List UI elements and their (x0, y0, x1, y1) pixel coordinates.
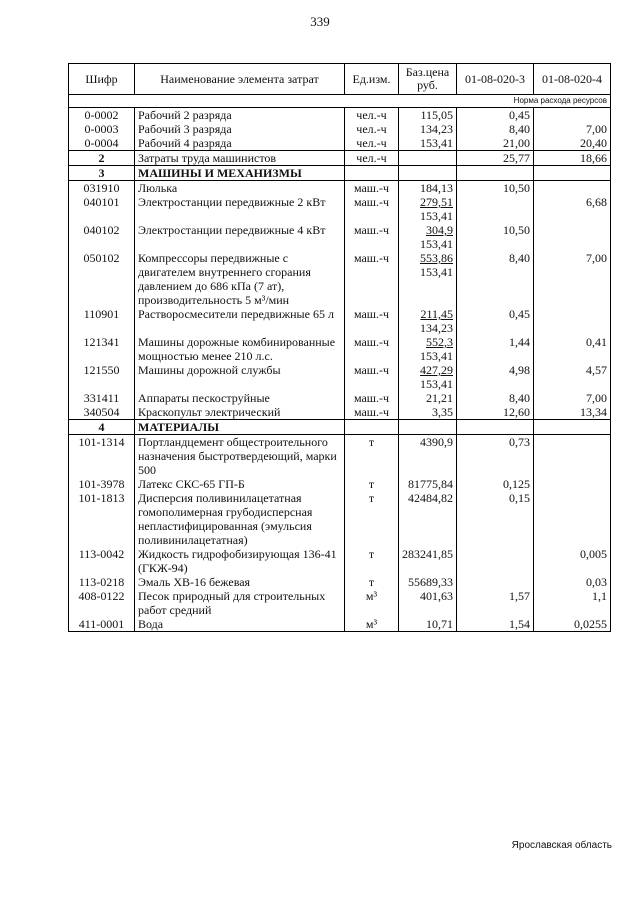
resource-table (68, 63, 611, 632)
cell-name: Электростанции передвижные 4 кВт (135, 223, 345, 251)
cell-norm-1: 12,60 (457, 405, 534, 420)
cell-code: 101-1314 (69, 435, 135, 478)
cell-name: Жидкость гидрофобизирующая 136-41 (ГКЖ-94) (135, 547, 345, 575)
price-current: 304,9 (426, 223, 453, 237)
col-unit-header: Ед.изм. (345, 64, 399, 95)
cell-code: 031910 (69, 181, 135, 196)
cell-name: Электростанции передвижные 2 кВт (135, 195, 345, 223)
norm-row (69, 95, 611, 108)
cell-norm-2 (534, 477, 611, 491)
price-current: 211,45 (420, 307, 453, 321)
price-operator: 153,41 (420, 349, 453, 363)
cell-norm-1: 1,57 (457, 589, 534, 617)
cell-unit: маш.-ч (345, 307, 399, 335)
cell-unit: т (345, 575, 399, 589)
cell-unit (345, 420, 399, 435)
cell-price (399, 151, 457, 166)
cell-unit: маш.-ч (345, 251, 399, 307)
page-number: 339 (310, 14, 330, 29)
cell-unit: чел.-ч (345, 151, 399, 166)
table-row (69, 435, 611, 478)
col-price-header: Баз.цена руб. (399, 64, 457, 95)
cell-norm-2 (534, 223, 611, 251)
cell-name: Затраты труда машинистов (135, 151, 345, 166)
cell-price: 10,71 (399, 617, 457, 632)
col-c1-header: 01-08-020-3 (457, 64, 534, 95)
cell-unit: чел.-ч (345, 122, 399, 136)
cell-unit: м³ (345, 617, 399, 632)
cell-unit: т (345, 547, 399, 575)
price-operator: 153,41 (420, 209, 453, 223)
table-row (69, 589, 611, 617)
cell-norm-2: 4,57 (534, 363, 611, 391)
cell-norm-2: 1,1 (534, 589, 611, 617)
cell-norm-2: 7,00 (534, 391, 611, 405)
cell-price: 3,35 (399, 405, 457, 420)
cell-norm-1: 8,40 (457, 122, 534, 136)
col-name-header: Наименование элемента затрат (135, 64, 345, 95)
cell-code: 121341 (69, 335, 135, 363)
cell-code: 113-0218 (69, 575, 135, 589)
cell-norm-1: 0,125 (457, 477, 534, 491)
table-row (69, 108, 611, 123)
cell-name: Рабочий 2 разряда (135, 108, 345, 123)
price-operator: 153,41 (420, 237, 453, 251)
cell-norm-2: 20,40 (534, 136, 611, 151)
cell-unit: т (345, 477, 399, 491)
cell-price (399, 195, 457, 223)
cell-unit: маш.-ч (345, 223, 399, 251)
col-c2-header: 01-08-020-4 (534, 64, 611, 95)
price-current: 279,51 (420, 195, 453, 209)
cell-norm-1: 0,73 (457, 435, 534, 478)
cell-price (399, 335, 457, 363)
table-row (69, 181, 611, 196)
cell-code: 331411 (69, 391, 135, 405)
cell-name: МАТЕРИАЛЫ (135, 420, 345, 435)
cell-norm-1 (457, 195, 534, 223)
price-current: 553,86 (420, 251, 453, 265)
cell-code: 113-0042 (69, 547, 135, 575)
table-row (69, 491, 611, 547)
cell-name: Машины дорожной службы (135, 363, 345, 391)
cell-code: 2 (69, 151, 135, 166)
cell-code: 040101 (69, 195, 135, 223)
cell-price: 81775,84 (399, 477, 457, 491)
cell-price (399, 363, 457, 391)
cell-norm-1: 21,00 (457, 136, 534, 151)
cell-code: 101-1813 (69, 491, 135, 547)
cell-norm-1: 4,98 (457, 363, 534, 391)
table-row (69, 391, 611, 405)
cell-code: 408-0122 (69, 589, 135, 617)
cell-norm-2 (534, 166, 611, 181)
cell-norm-1: 10,50 (457, 223, 534, 251)
cell-norm-2: 0,0255 (534, 617, 611, 632)
cell-norm-2: 0,03 (534, 575, 611, 589)
cell-unit: маш.-ч (345, 391, 399, 405)
cell-norm-1 (457, 575, 534, 589)
cell-norm-1: 1,54 (457, 617, 534, 632)
norm-label: Норма расхода ресурсов (69, 95, 611, 108)
cell-name: Портландцемент общестроительного назначения быстротвердеющий, марки 500 (135, 435, 345, 478)
cell-norm-1: 10,50 (457, 181, 534, 196)
table-row (69, 195, 611, 223)
cell-price: 42484,82 (399, 491, 457, 547)
table-row (69, 405, 611, 420)
cell-name: Латекс СКС-65 ГП-Б (135, 477, 345, 491)
cell-name: Рабочий 4 разряда (135, 136, 345, 151)
cell-norm-1: 0,15 (457, 491, 534, 547)
cell-norm-2: 13,34 (534, 405, 611, 420)
cell-code: 0-0002 (69, 108, 135, 123)
cell-unit: маш.-ч (345, 181, 399, 196)
cell-code: 101-3978 (69, 477, 135, 491)
cell-price (399, 420, 457, 435)
cell-norm-2: 18,66 (534, 151, 611, 166)
cell-norm-1: 25,77 (457, 151, 534, 166)
cell-unit: маш.-ч (345, 335, 399, 363)
cell-norm-2: 0,41 (534, 335, 611, 363)
cell-name: Рабочий 3 разряда (135, 122, 345, 136)
cell-name: Компрессоры передвижные с двигателем внутреннего сгорания давлением до 686 кПа (7 ат), производительность 5 м³/мин (135, 251, 345, 307)
cell-price: 55689,33 (399, 575, 457, 589)
cell-name: Эмаль ХВ-16 бежевая (135, 575, 345, 589)
cell-norm-1: 0,45 (457, 307, 534, 335)
cell-unit: маш.-ч (345, 195, 399, 223)
section-row (69, 420, 611, 435)
cell-name: Дисперсия поливинилацетатная гомополимерная грубодисперсная непластифицированная (эмульсия поливинилацетатная) (135, 491, 345, 547)
cell-price: 4390,9 (399, 435, 457, 478)
cell-unit: маш.-ч (345, 363, 399, 391)
cell-norm-1: 8,40 (457, 391, 534, 405)
cell-price: 134,23 (399, 122, 457, 136)
cell-price: 283241,85 (399, 547, 457, 575)
table-row (69, 223, 611, 251)
cell-code: 121550 (69, 363, 135, 391)
cell-code: 040102 (69, 223, 135, 251)
footer-region: Ярославская область (511, 840, 612, 851)
cell-price: 401,63 (399, 589, 457, 617)
cell-unit: чел.-ч (345, 136, 399, 151)
cell-norm-2 (534, 181, 611, 196)
price-operator: 153,41 (420, 377, 453, 391)
cell-norm-2 (534, 307, 611, 335)
col-code-header: Шифр (69, 64, 135, 95)
cell-price: 184,13 (399, 181, 457, 196)
cell-name: Вода (135, 617, 345, 632)
table-row (69, 251, 611, 307)
cell-price (399, 251, 457, 307)
table-row (69, 547, 611, 575)
price-operator: 134,23 (420, 321, 453, 335)
table-row (69, 307, 611, 335)
table-row (69, 335, 611, 363)
table-row (69, 122, 611, 136)
cell-norm-2: 7,00 (534, 122, 611, 136)
section-row (69, 151, 611, 166)
cell-unit: маш.-ч (345, 405, 399, 420)
cell-norm-2: 0,005 (534, 547, 611, 575)
cell-norm-1: 0,45 (457, 108, 534, 123)
table-row (69, 575, 611, 589)
cell-name: МАШИНЫ И МЕХАНИЗМЫ (135, 166, 345, 181)
cell-norm-1 (457, 420, 534, 435)
table-row (69, 477, 611, 491)
cell-norm-1: 8,40 (457, 251, 534, 307)
price-operator: 153,41 (420, 265, 453, 279)
cell-norm-2: 6,68 (534, 195, 611, 223)
price-current: 427,29 (420, 363, 453, 377)
cell-name: Растворосмесители передвижные 65 л (135, 307, 345, 335)
cell-name: Краскопульт электрический (135, 405, 345, 420)
cell-code: 4 (69, 420, 135, 435)
cell-unit: чел.-ч (345, 108, 399, 123)
cell-unit: м³ (345, 589, 399, 617)
cell-code: 3 (69, 166, 135, 181)
header-row (69, 64, 611, 95)
cell-norm-1 (457, 547, 534, 575)
cell-code: 050102 (69, 251, 135, 307)
cell-name: Песок природный для строительных работ средний (135, 589, 345, 617)
cell-unit: т (345, 491, 399, 547)
cell-norm-2 (534, 108, 611, 123)
cell-norm-2 (534, 435, 611, 478)
cell-name: Аппараты пескоструйные (135, 391, 345, 405)
cell-unit (345, 166, 399, 181)
cell-code: 0-0003 (69, 122, 135, 136)
cell-norm-2 (534, 420, 611, 435)
cell-unit: т (345, 435, 399, 478)
table-row (69, 363, 611, 391)
cell-name: Машины дорожные комбинированные мощностью менее 210 л.с. (135, 335, 345, 363)
cell-norm-1 (457, 166, 534, 181)
cell-code: 340504 (69, 405, 135, 420)
cell-norm-1: 1,44 (457, 335, 534, 363)
cell-price: 21,21 (399, 391, 457, 405)
table-row (69, 617, 611, 632)
cell-code: 0-0004 (69, 136, 135, 151)
cell-norm-2: 7,00 (534, 251, 611, 307)
cell-price: 115,05 (399, 108, 457, 123)
price-current: 552,3 (426, 335, 453, 349)
cell-code: 110901 (69, 307, 135, 335)
cell-price: 153,41 (399, 136, 457, 151)
cell-price (399, 223, 457, 251)
cell-name: Люлька (135, 181, 345, 196)
cell-norm-2 (534, 491, 611, 547)
cell-code: 411-0001 (69, 617, 135, 632)
cell-price (399, 166, 457, 181)
cell-price (399, 307, 457, 335)
section-row (69, 166, 611, 181)
table-row (69, 136, 611, 151)
